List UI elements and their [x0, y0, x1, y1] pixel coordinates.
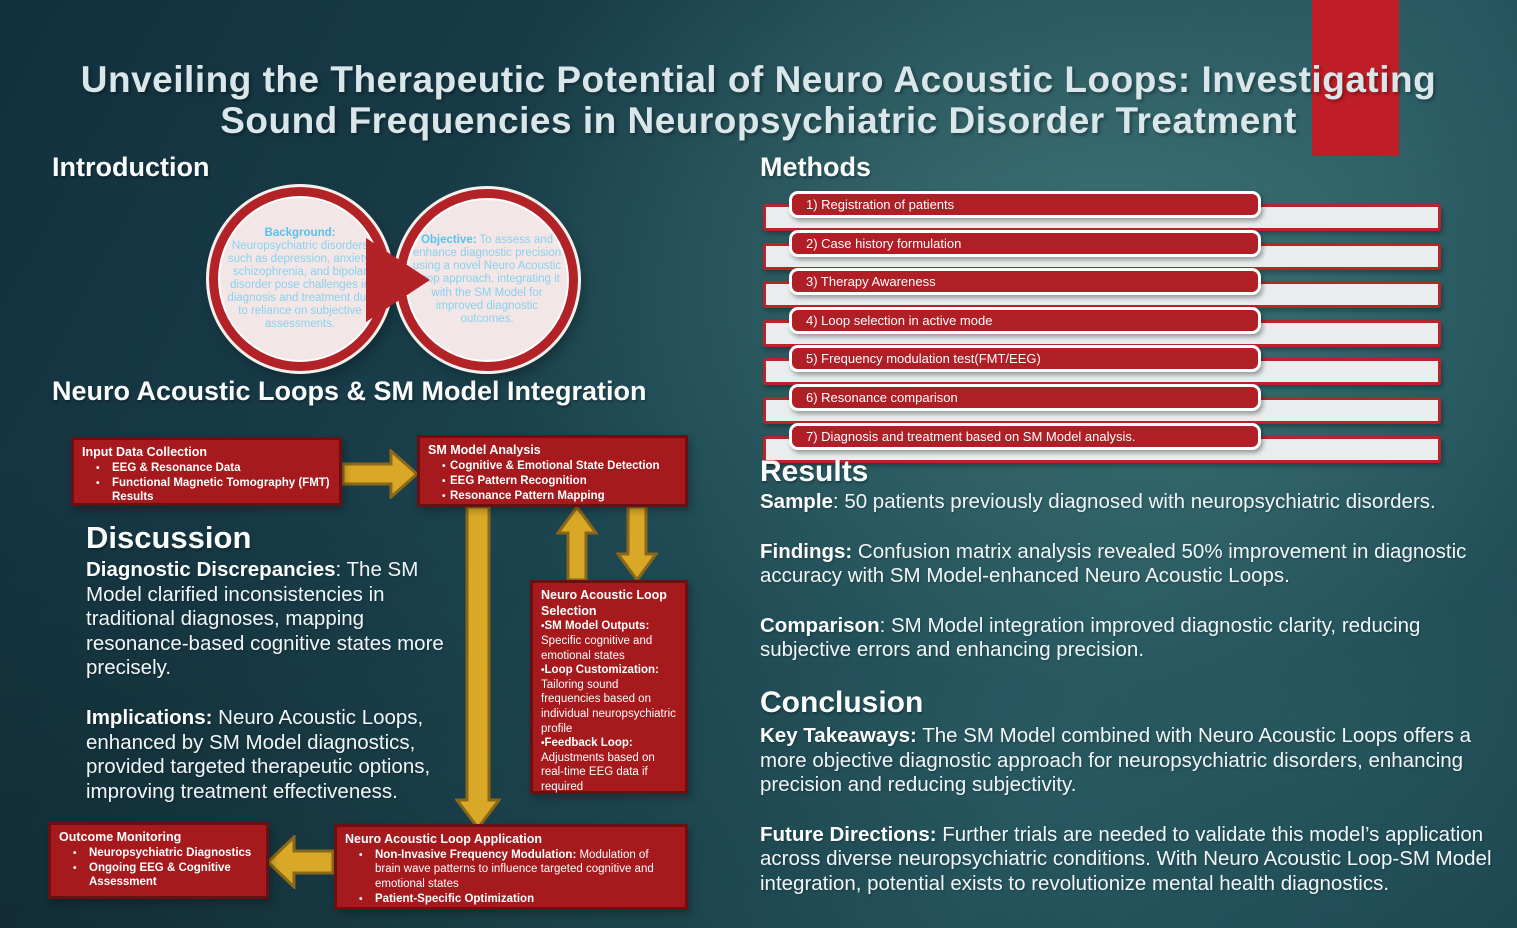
arrow-left-icon	[266, 835, 335, 889]
step-front-bar: 4) Loop selection in active mode	[789, 307, 1261, 334]
background-label: Background:	[264, 226, 336, 239]
conclusion-paragraph	[760, 724, 1505, 798]
loop-selection-box	[530, 580, 688, 794]
box-title: Outcome Monitoring	[59, 830, 182, 844]
item-text: Modulation of brain wave patterns to influence targeted cognitive and emotional states	[375, 848, 654, 891]
box-bullet	[428, 474, 677, 489]
background-circle	[209, 187, 391, 371]
results-paragraph	[760, 540, 1502, 589]
objective-text: To assess and enhance diagnostic precision using a novel Neuro Acoustic Loop approach, integrating it with the SM Model for improved diagnostic outcomes.	[412, 234, 562, 325]
bullet-text: • Cognitive & Emotional State Detection	[450, 459, 660, 472]
method-step	[763, 345, 1445, 385]
paragraph-text: Neuro Acoustic Loops, enhanced by SM Model diagnostics, provided targeted therapeutic options, improving treatment effectiveness.	[86, 705, 431, 803]
method-step	[763, 384, 1445, 424]
input-data-collection-box	[71, 437, 342, 506]
sm-model-analysis-box	[417, 435, 688, 507]
method-step	[763, 230, 1445, 270]
paragraph-label: Future Directions:	[760, 822, 937, 846]
paragraph-label: Comparison	[760, 613, 880, 637]
item-text: Adjustments based on real-time EEG data if required	[541, 751, 655, 794]
box-bullet	[428, 459, 677, 474]
conclusion-body	[760, 724, 1505, 922]
bullet-text: • EEG & Resonance Data	[112, 461, 241, 474]
step-front-bar: 3) Therapy Awareness	[789, 268, 1261, 295]
background-circle-text	[225, 227, 375, 332]
conclusion-heading: Conclusion	[760, 686, 924, 719]
arrow-right-icon	[341, 449, 419, 499]
arrow-down-icon	[616, 505, 658, 582]
box-bullet	[59, 846, 258, 861]
results-body	[760, 490, 1502, 688]
paragraph-text: The SM Model combined with Neuro Acoustic Loops offers a more objective diagnostic approach for neuropsychiatric disorders, enhancing precision and reducing subjectivity.	[760, 724, 1472, 797]
circle-pointer-triangle-icon	[366, 238, 430, 322]
objective-label: Objective:	[420, 234, 477, 247]
bullet-text: • EEG Pattern Recognition	[450, 474, 587, 487]
methods-heading: Methods	[760, 152, 871, 182]
poster-title	[0, 60, 1517, 141]
poster-title-line2: Sound Frequencies in Neuropsychiatric Disorder Treatment	[220, 99, 1297, 141]
bullet-text	[375, 848, 677, 892]
results-paragraph	[760, 490, 1502, 515]
arrow-up-icon	[556, 505, 598, 582]
discussion-heading: Discussion	[86, 520, 252, 555]
box-title: Input Data Collection	[82, 445, 207, 459]
conclusion-paragraph	[760, 823, 1505, 897]
paragraph-label: Sample	[760, 490, 833, 513]
methods-steps	[763, 191, 1445, 463]
outcome-monitoring-box	[48, 822, 269, 899]
box-item	[541, 736, 677, 794]
item-label: Patient-Specific Optimization	[375, 892, 535, 905]
paragraph-text: Confusion matrix analysis revealed 50% improvement in diagnostic accuracy with SM Model-enhanced Neuro Acoustic Loops.	[760, 539, 1467, 588]
step-front-bar: 1) Registration of patients	[789, 191, 1261, 218]
method-step	[763, 307, 1445, 347]
discussion-paragraph	[86, 558, 451, 681]
item-text: Specific cognitive and emotional states	[541, 634, 653, 662]
box-title: SM Model Analysis	[428, 443, 541, 457]
paragraph-label: Findings:	[760, 539, 853, 563]
paragraph-text: Further trials are needed to validate this model’s application across diverse neuropsychiatric conditions. With Neuro Acoustic Loop-SM Model integration, potential exists to revolutionize mental health diagnostics.	[760, 822, 1492, 895]
step-front-bar: 2) Case history formulation	[789, 230, 1261, 257]
box-item	[541, 619, 677, 663]
paragraph-label: Diagnostic Discrepancies	[86, 558, 336, 581]
item-label: • Feedback Loop:	[541, 737, 633, 749]
results-paragraph	[760, 614, 1502, 663]
bullet-text	[375, 892, 534, 907]
objective-circle-text	[412, 234, 562, 326]
step-front-bar: 5) Frequency modulation test(FMT/EEG)	[789, 345, 1261, 372]
step-front-bar: 7) Diagnosis and treatment based on SM Model analysis.	[789, 423, 1261, 450]
arrow-down-long-icon	[455, 505, 501, 830]
box-title: Neuro Acoustic Loop Selection	[541, 588, 667, 618]
bullet-text: • Ongoing EEG & Cognitive Assessment	[89, 861, 231, 889]
box-bullet	[82, 461, 331, 476]
paragraph-label: Implications:	[86, 705, 213, 729]
introduction-heading: Introduction	[52, 152, 210, 182]
box-bullet	[345, 892, 677, 907]
loop-application-box	[334, 824, 688, 910]
step-front-bar: 6) Resonance comparison	[789, 384, 1261, 411]
box-bullet	[428, 489, 677, 504]
method-step	[763, 191, 1445, 231]
integration-heading: Neuro Acoustic Loops & SM Model Integration	[52, 376, 647, 406]
box-bullet	[59, 861, 258, 890]
discussion-paragraph	[86, 706, 451, 804]
background-text: Neuropsychiatric disorders such as depression, anxiety, schizophrenia, and bipolar disorder pose challenges in diagnosis and treatment due to reliance on subjective assessments.	[227, 239, 373, 331]
item-label: • SM Model Outputs:	[541, 620, 649, 632]
item-label: • Loop Customization:	[541, 664, 659, 676]
box-bullet	[345, 848, 677, 892]
poster-title-line1: Unveiling the Therapeutic Potential of Neuro Acoustic Loops: Investigating	[80, 59, 1437, 100]
box-title: Neuro Acoustic Loop Application	[345, 832, 542, 846]
results-heading: Results	[760, 455, 869, 488]
box-item	[541, 663, 677, 736]
discussion-body	[86, 558, 451, 829]
method-step	[763, 268, 1445, 308]
item-text: Tailoring sound frequencies based on individual neuropsychiatric profile	[541, 678, 676, 735]
item-label: Non-Invasive Frequency Modulation:	[375, 848, 577, 861]
paragraph-text: : SM Model integration improved diagnostic clarity, reducing subjective errors and enhancing precision.	[760, 613, 1421, 662]
box-bullet	[82, 476, 331, 505]
bullet-text: • Resonance Pattern Mapping	[450, 489, 605, 502]
paragraph-label: Key Takeaways:	[760, 724, 917, 747]
bullet-text: • Functional Magnetic Tomography (FMT) Results	[112, 476, 330, 504]
paragraph-text: : 50 patients previously diagnosed with neuropsychiatric disorders.	[832, 490, 1436, 513]
paragraph-text: : The SM Model clarified inconsistencies in traditional diagnoses, mapping resonance-based cognitive states more precisely.	[86, 558, 444, 680]
bullet-text: • Neuropsychiatric Diagnostics	[89, 846, 252, 859]
